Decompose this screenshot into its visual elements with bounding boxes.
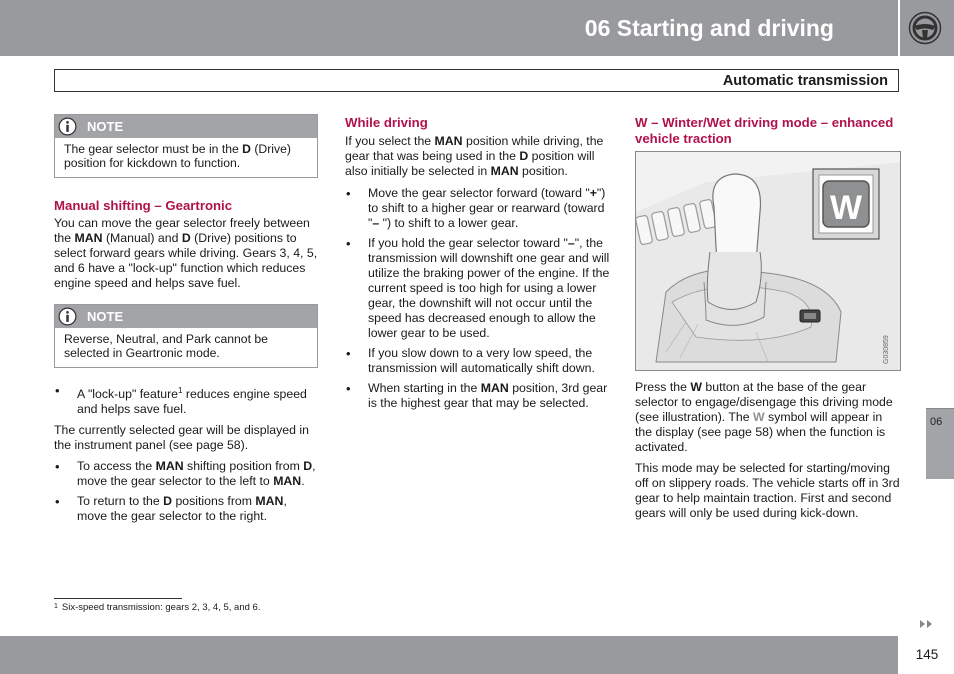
note-header [55,115,317,138]
column-2 [345,114,611,411]
header-bar [0,0,898,56]
heading-while-driving: While driving [345,115,428,130]
footnote-rule [54,598,182,599]
list-item: • Move the gear selector forward (toward "+") to shift to a higher gear or rearward (toward "– ") to shift to a lower gear. [345,186,611,231]
list-item: • A "lock-up" feature$^1$ reduces engine speed and helps save fuel. [54,383,318,417]
column-1 [54,114,318,524]
page-number: 145 [915,647,939,662]
paragraph-display: The currently selected gear will be displayed in the instrument panel (see page 58). [54,423,309,453]
note-header [55,305,317,328]
footer-bar [0,636,898,674]
w-button-label: W [829,189,863,227]
chapter-side-tab [926,408,954,479]
gear-selector-drawing [636,152,901,371]
note-box-kickdown [54,114,318,178]
double-chevron-right-icon [918,619,934,629]
note-text: The gear selector must be in the D (Drive) position for kickdown to function. [64,142,291,170]
gear-selector-illustration [635,151,901,371]
footnote-number: 1 [54,603,58,610]
list-item: • To access the MAN shifting position from D, move the gear selector to the left to MAN. [54,459,318,489]
bullet-list-man [54,459,318,524]
chapter-title: 06 Starting and driving [584,15,834,41]
list-item: • If you slow down to a very low speed, the transmission will automatically shift down. [345,346,611,376]
list-item: • When starting in the MAN position, 3rd gear is the highest gear that may be selected. [345,381,611,411]
paragraph-geartronic: You can move the gear selector freely between the MAN (Manual) and D (Drive) positions to select forward gears while driving. Gears 3, 4, 5, and 6 have a "lock-up" function which reduces engine speed and helps save fuel. [54,216,318,290]
list-item: • If you hold the gear selector toward "–", the transmission will downshift one gear and will utilize the braking power of the engine. If the current speed is too high for using a lower gear, the downshift will not occur until the speed has decreased enough to allow the lower gear to be used. [345,236,611,341]
section-title: Automatic transmission [722,73,888,89]
note-box-geartronic [54,304,318,368]
list-item: • To return to the D positions from MAN, move the gear selector to the right. [54,494,318,524]
info-icon [58,117,77,136]
info-icon [58,307,77,326]
note-text: Reverse, Neutral, and Park cannot be selected in Geartronic mode. [64,332,268,360]
bullet-list-lockup [54,383,318,417]
note-label: NOTE [87,309,124,324]
paragraph-while-driving: If you select the MAN position while driving, the gear that was being used in the D position will also initially be selected in MAN position. [345,134,604,178]
bullet-list-driving [345,186,611,411]
paragraph-winter-mode: This mode may be selected for starting/moving off on slippery roads. The vehicle starts off in 3rd gear to help maintain traction. First and second gears will only be used during kick-down. [635,461,900,520]
illustration-ref-code: G030859 [883,335,890,364]
column-3 [635,114,901,521]
footnote [54,602,260,614]
side-tab-label: 06 [930,416,943,428]
paragraph-w-button: Press the W button at the base of the gear selector to engage/disengage this driving mode (see illustration). The W symbol will appear in the display (see page 58) when the function is activated. [635,380,893,454]
heading-geartronic: Manual shifting – Geartronic [54,198,233,213]
note-label: NOTE [87,119,124,134]
footnote-text: Six-speed transmission: gears 2, 3, 4, 5, and 6. [61,602,261,613]
heading-winter-mode: W – Winter/Wet driving mode – enhanced vehicle traction [635,115,894,146]
steering-wheel-icon [908,11,942,45]
section-header [54,69,899,92]
